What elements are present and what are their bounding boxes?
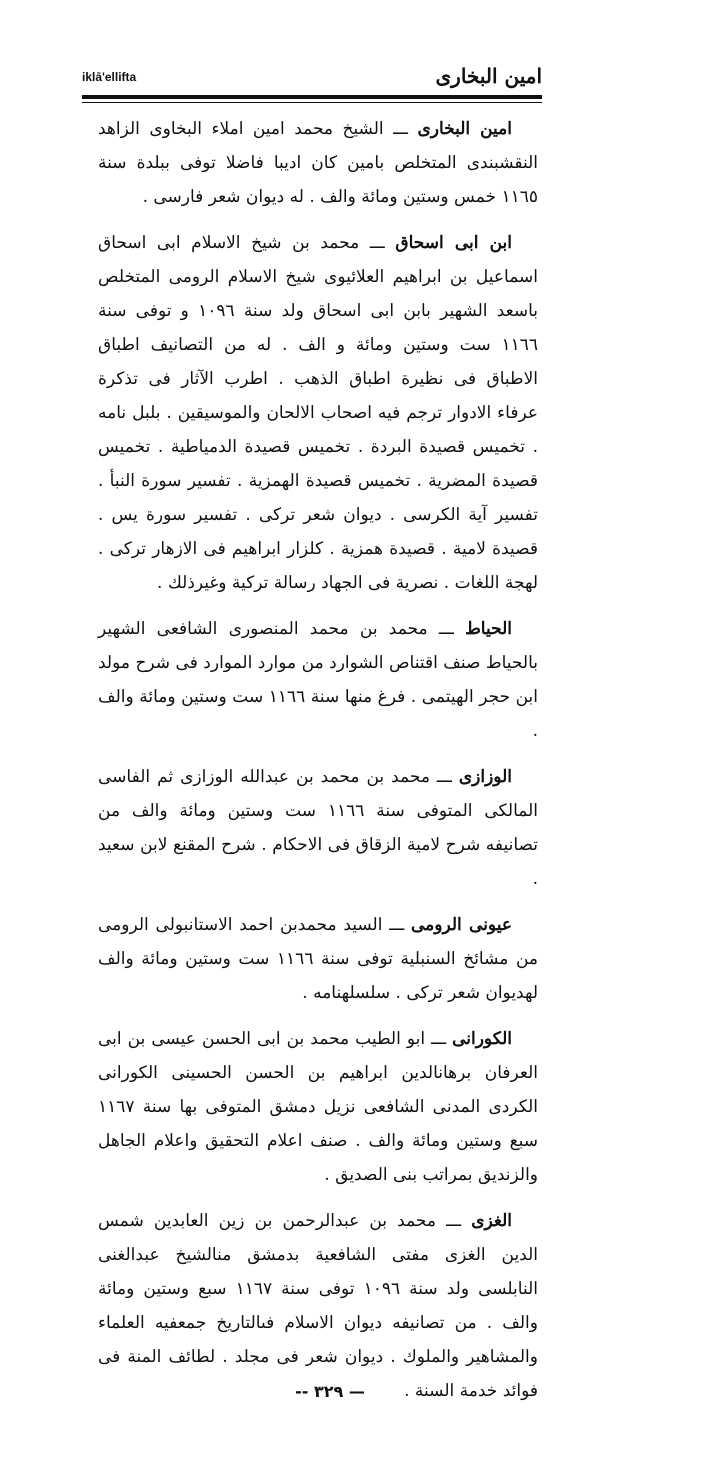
entry-text: ـــ محمد بن محمد بن عبدالله الوزازى ثم الفاسى المالكى المتوفى سنة ١١٦٦ ست وستين ومائة والف من تصانيفه شرح لامية الزقاق فى الاحكام . شرح المقنع لابن سعيد . (98, 767, 538, 889)
entry-al-hayyat (98, 612, 538, 748)
entry-term: عيونى الرومى (410, 915, 512, 935)
entry-text: ـــ الشيخ محمد امين املاء البخاوى الزاهد النقشبندى المتخلص بامين كان اديبا فاضلا توفى ببلدة سنة ١١٦٥ خمس وستين ومائة والف . له ديوان شعر فارسى . (98, 119, 538, 207)
page-header (82, 62, 542, 102)
entry-ibn-abi-ishaq (98, 226, 538, 600)
entry-term: امين البخارى (417, 119, 513, 139)
entry-al-ghazzi (98, 1204, 538, 1408)
entry-text: ـــ السيد محمدبن احمد الاستانبولى الرومى من مشائخ السنبلية توفى سنة ١١٦٦ ست وستين ومائة والف لهديوان شعر تركى . سلسلهنامه . (98, 915, 538, 1003)
entry-term: الكورانى (452, 1029, 512, 1049)
header-rule-thin (82, 102, 542, 103)
entry-text: ـــ محمد بن شيخ الاسلام ابى اسحاق اسماعيل بن ابراهيم العلائيوى شيخ الاسلام الرومى المتخلص باسعد الشهير بابن ابى اسحاق ولد سنة ١٠٩٦ و توفى سنة ١١٦٦ ست وستين ومائة و الف . له من التصانيف اطباق الاطباق فى نظيرة اطباق الذهب . اطرب الآثار فى تذكرة عرفاء الادوار ترجم فيه اصحاب الالحان والموسيقين . بلبل نامه . تخميس قصيدة البردة . تخميس قصيدة الدمياطية . تخميس قصيدة المضرية . تخميس قصيدة الهمزية . تفسير سورة النبأ . تفسير آية الكرسى . ديوان شعر تركى . تفسير سورة يس . قصيدة لامية . قصيدة همزية . كلزار ابراهيم فى الازهار تركى . لهجة اللغات . نصرية فى الجهاد رسالة تركية وغيرذلك . (98, 233, 538, 593)
entry-term: الوزازى (458, 767, 512, 787)
entry-term: الحياط (465, 619, 512, 639)
entry-term: الغزى (471, 1211, 512, 1231)
entry-uyuni-al-rumi (98, 908, 538, 1010)
running-title: امين البخارى (435, 64, 542, 88)
entry-al-kurani (98, 1022, 538, 1192)
entry-text: ـــ محمد بن عبدالرحمن بن زين العابدين شمس الدين الغزى مفتى الشافعية بدمشق منالشيخ عبدالغنى النابلسى ولد سنة ١٠٩٦ توفى سنة ١١٦٧ سبع وستين ومائة والف . من تصانيفه ديوان الاسلام فىالتاريخ جمعفيه العلماء والمشاهير والملوك . ديوان شعر فى مجلد . لطائف المنة فى فوائد خدمة السنة . (98, 1211, 538, 1401)
running-title-left: iklā'ellifta (82, 70, 137, 84)
page-number: — ٣٢٩ -- (295, 1382, 365, 1401)
entry-al-wazazi (98, 760, 538, 896)
entry-text: ـــ ابو الطيب محمد بن ابى الحسن عيسى بن ابى العرفان برهانالدين ابراهيم بن الحسن الحسينى الكورانى الكردى المدنى الشافعى نزيل دمشق المتوفى بها سنة ١١٦٧ سبع وستين ومائة والف . صنف اعلام التحقيق واعلام الجاهل والزنديق بمراتب بنى الصديق . (98, 1029, 538, 1185)
entries-column (98, 112, 538, 1408)
header-rule-thick (82, 95, 542, 99)
entry-amin-al-bukhari (98, 112, 538, 214)
entry-text: ـــ محمد بن محمد المنصورى الشافعى الشهير بالحياط صنف اقتناص الشوارد من موارد الموارد فى شرح مولد ابن حجر الهيتمى . فرغ منها سنة ١١٦٦ ست وستين ومائة والف . (98, 619, 539, 741)
entry-term: ابن ابى اسحاق (395, 233, 513, 253)
